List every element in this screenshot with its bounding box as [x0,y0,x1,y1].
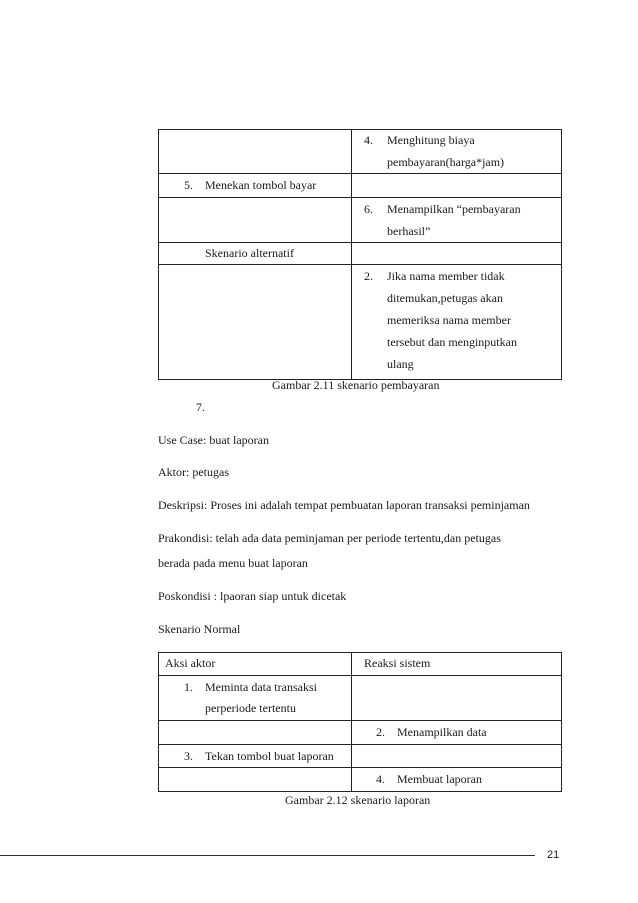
step-text: Membuat laporan [397,772,482,786]
step-number: 5. [184,178,193,192]
step-text: memeriksa nama member [387,313,511,327]
poskondisi: Poskondisi : lpaoran siap untuk dicetak [158,589,347,603]
figure-caption: Gambar 2.12 skenario laporan [285,793,431,807]
prakondisi-line-1: Prakondisi: telah ada data peminjaman per periode tertentu,dan petugas [158,531,501,545]
step-text: Jika nama member tidak [387,269,505,283]
step-number: 1. [184,680,193,694]
column-header-actor: Aksi aktor [165,656,216,670]
footer-divider [0,855,535,856]
prakondisi-line-2: berada pada menu buat laporan [158,556,308,570]
table-row [159,745,562,768]
table-row [159,768,562,792]
table-row [159,243,562,265]
step-text: pembayaran(harga*jam) [387,155,505,169]
step-text: ditemukan,petugas akan [387,291,503,305]
step-number: 2. [376,725,385,739]
table-cell [159,676,352,721]
table-cell [352,768,562,792]
step-text: perperiode tertentu [205,701,296,715]
table-cell [352,721,562,745]
section-label: Skenario alternatif [205,246,294,260]
table-cell [159,174,352,198]
step-text: Menampilkan data [397,725,487,739]
skenario-normal-heading: Skenario Normal [158,622,241,636]
step-text: Menekan tombol bayar [205,178,317,192]
table-cell [352,745,562,768]
step-text: ulang [387,357,414,371]
table-row [159,676,562,721]
step-number: 6. [364,202,373,216]
figure-caption: Gambar 2.11 skenario pembayaran [272,378,440,392]
page-number: 21 [547,849,560,861]
scenario-table-report [158,652,562,792]
step-number: 4. [364,133,373,147]
table-cell [352,174,562,198]
table-cell [352,265,562,380]
table-cell [159,130,352,174]
table-cell [159,768,352,792]
table-cell [159,265,352,380]
step-text: berhasil” [387,224,431,238]
table-cell [352,198,562,243]
table-row [159,130,562,174]
step-text: tersebut dan menginputkan [387,335,517,349]
step-text: Menampilkan “pembayaran [387,202,521,216]
list-number: 7. [196,400,205,414]
step-number: 4. [376,772,385,786]
table-row [159,174,562,198]
table-cell [159,243,352,265]
table-cell [352,130,562,174]
step-text: Tekan tombol buat laporan [205,749,334,763]
table-cell [352,243,562,265]
table-header-cell [352,653,562,676]
table-cell [159,198,352,243]
table-row [159,721,562,745]
table-row [159,198,562,243]
deskripsi: Deskripsi: Proses ini adalah tempat pembuatan laporan transaksi peminjaman [158,498,530,512]
scenario-table-payment [158,129,562,380]
step-number: 3. [184,749,193,763]
table-cell [352,676,562,721]
column-header-system: Reaksi sistem [364,656,431,670]
table-cell [159,721,352,745]
aktor: Aktor: petugas [158,465,229,479]
use-case: Use Case: buat laporan [158,433,269,447]
step-number: 2. [364,269,373,283]
table-cell [159,745,352,768]
step-text: Menghitung biaya [387,133,475,147]
step-text: Meminta data transaksi [205,680,317,694]
table-row [159,265,562,380]
table-header-row [159,653,562,676]
table-header-cell [159,653,352,676]
